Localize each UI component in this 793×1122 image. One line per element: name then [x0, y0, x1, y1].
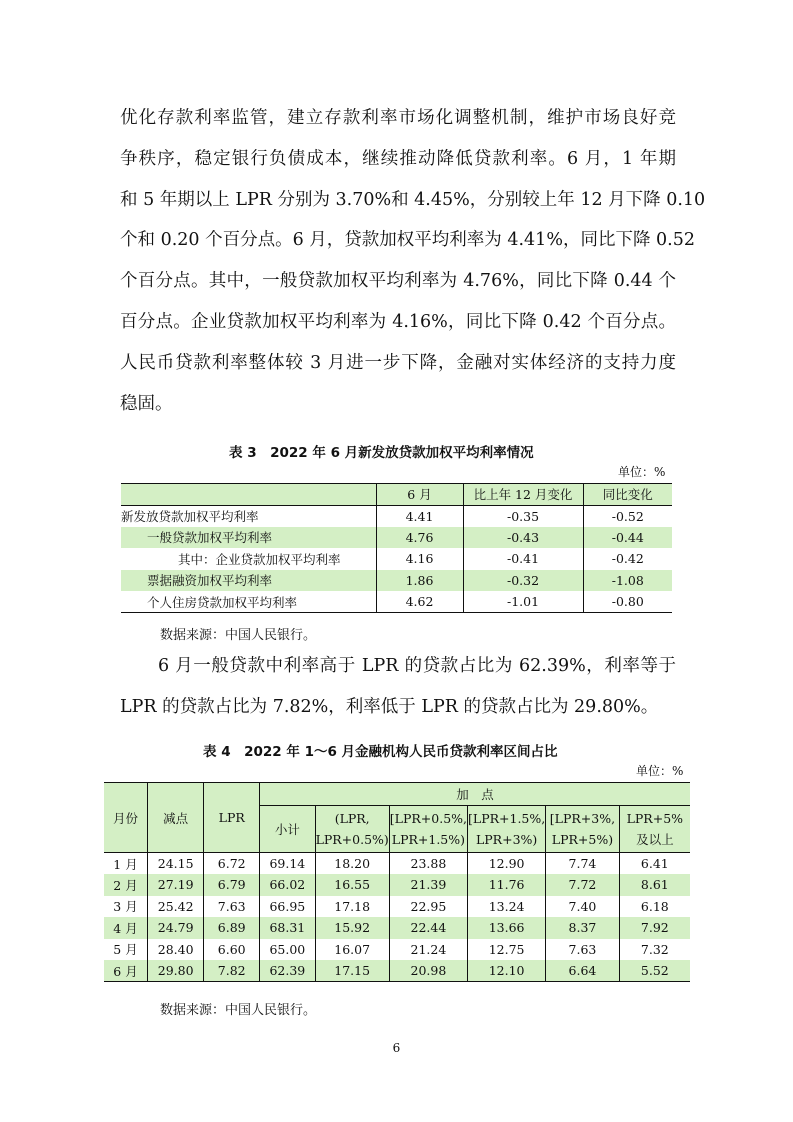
text-line: 个百分点。其中，一般贷款加权平均利率为 4.76%，同比下降 0.44 个: [120, 271, 676, 292]
cell: -0.80: [583, 591, 672, 613]
table-row: [104, 917, 690, 939]
cell: 8.61: [619, 874, 690, 896]
cell: 66.02: [260, 874, 315, 896]
month-cell: 2 月: [104, 874, 147, 896]
cell: 65.00: [260, 939, 315, 961]
cell: 6.64: [546, 960, 619, 982]
table4-header-range-5: LPR+5% 及以上: [619, 806, 690, 853]
text-line: 和 5 年期以上 LPR 分别为 3.70%和 4.45%，分别较上年 12 月下降 0.10: [120, 189, 706, 210]
row-label: 一般贷款加权平均利率: [147, 530, 273, 546]
cell: 4.16: [376, 548, 463, 570]
month-cell: 3 月: [113, 899, 138, 915]
cell: 6.41: [619, 853, 690, 875]
table3-source: 数据来源：中国人民银行。: [160, 628, 317, 643]
cell: 6.18: [619, 896, 690, 918]
text-line: 争秩序，稳定银行负债成本，继续推动降低贷款利率。6 月，1 年期: [120, 148, 676, 169]
table4-header-row-1: [104, 783, 690, 806]
body-paragraph-1: [120, 98, 706, 424]
cell: 7.82: [204, 960, 260, 982]
cell: 4.76: [376, 527, 463, 549]
table3-header-yoy: 同比变化: [583, 484, 672, 506]
cell: 11.76: [468, 874, 546, 896]
cell: 6.72: [204, 853, 260, 875]
table-row: [121, 505, 672, 527]
cell: 7.63: [204, 896, 260, 918]
cell: 15.92: [315, 917, 389, 939]
cell: 25.42: [147, 896, 203, 918]
cell: 17.18: [315, 896, 389, 918]
cell: 7.72: [546, 874, 619, 896]
cell: 66.95: [260, 896, 315, 918]
cell: 23.88: [389, 853, 467, 875]
row-label: 其中：企业贷款加权平均利率: [178, 551, 341, 567]
cell: 13.24: [468, 896, 546, 918]
table-row: [104, 960, 690, 982]
table4-header-range-1: (LPR, LPR+0.5%): [315, 806, 389, 853]
table-row: [104, 939, 690, 961]
table3: [121, 483, 672, 613]
cell: 24.79: [147, 917, 203, 939]
month-cell: 6 月: [104, 960, 147, 982]
text-line: 优化存款利率监管，建立存款利率市场化调整机制，维护市场良好竞: [120, 108, 676, 128]
month-cell: 5 月: [113, 942, 138, 958]
text-line: 个和 0.20 个百分点。6 月，贷款加权平均利率为 4.41%，同比下降 0.52: [120, 230, 695, 251]
cell: 7.74: [546, 853, 619, 875]
cell: 69.14: [260, 853, 315, 875]
cell: 21.39: [389, 874, 467, 896]
cell: 7.63: [546, 939, 619, 961]
cell: 28.40: [147, 939, 203, 961]
cell: 68.31: [260, 917, 315, 939]
cell: -1.01: [463, 591, 583, 613]
table-row: [121, 591, 672, 613]
table4-header-lpr: LPR: [204, 783, 260, 853]
table4-source: 数据来源：中国人民银行。: [160, 1003, 317, 1018]
table-row: [104, 853, 690, 875]
text-line: LPR 的贷款占比为 7.82%，利率低于 LPR 的贷款占比为 29.80%。: [120, 696, 659, 717]
cell: 4.62: [376, 591, 463, 613]
cell: 22.95: [389, 896, 467, 918]
cell: 20.98: [389, 960, 467, 982]
cell: 29.80: [147, 960, 203, 982]
cell: 18.20: [315, 853, 389, 875]
table4-unit: 单位：%: [636, 764, 684, 778]
cell: 6.60: [204, 939, 260, 961]
row-label: 新发放贷款加权平均利率: [121, 509, 259, 524]
table4-header-subtotal: 小计: [260, 806, 315, 853]
cell: 16.07: [315, 939, 389, 961]
cell: 21.24: [389, 939, 467, 961]
table4: [104, 782, 690, 982]
cell: -1.08: [583, 570, 672, 592]
cell: -0.32: [463, 570, 583, 592]
cell: 12.10: [468, 960, 546, 982]
cell: -0.35: [463, 505, 583, 527]
text-line: 人民币贷款利率整体较 3 月进一步下降，金融对实体经济的支持力度: [120, 352, 676, 373]
month-cell: 4 月: [104, 917, 147, 939]
cell: 16.55: [315, 874, 389, 896]
table4-header-month: 月份: [104, 783, 147, 853]
text-line: 稳固。: [120, 393, 173, 414]
cell: 62.39: [260, 960, 315, 982]
cell: 4.41: [376, 505, 463, 527]
table-row: [121, 548, 672, 570]
cell: 24.15: [147, 853, 203, 875]
table4-header-range-4: [LPR+3%, LPR+5%): [546, 806, 619, 853]
row-label: 票据融资加权平均利率: [147, 573, 273, 589]
month-cell: 1 月: [113, 856, 138, 872]
table-row: [121, 570, 672, 592]
cell: 8.37: [546, 917, 619, 939]
table4-header-plus-group: 加 点: [260, 783, 690, 806]
text-line: 6 月一般贷款中利率高于 LPR 的贷款占比为 62.39%，利率等于: [158, 656, 676, 676]
cell: 6.89: [204, 917, 260, 939]
table3-header-vs-dec: 比上年 12 月变化: [463, 484, 583, 506]
row-label: 个人住房贷款加权平均利率: [147, 594, 298, 610]
table4-body: [104, 853, 690, 982]
text-line: 百分点。企业贷款加权平均利率为 4.16%，同比下降 0.42 个百分点。: [120, 311, 676, 332]
table3-caption: 表 3 2022 年 6 月新发放贷款加权平均利率情况: [229, 445, 534, 461]
body-paragraph-2: [120, 646, 676, 728]
cell: 7.32: [619, 939, 690, 961]
cell: 27.19: [147, 874, 203, 896]
table4-header-range-3: [LPR+1.5%, LPR+3%): [468, 806, 546, 853]
cell: 7.92: [619, 917, 690, 939]
cell: 6.79: [204, 874, 260, 896]
table3-header-row: [121, 484, 672, 506]
table-row: [121, 527, 672, 549]
cell: -0.43: [463, 527, 583, 549]
cell: -0.52: [583, 505, 672, 527]
table4-header-range-2: [LPR+0.5%, LPR+1.5%): [389, 806, 467, 853]
table4-caption: 表 4 2022 年 1～6 月金融机构人民币贷款利率区间占比: [203, 744, 558, 760]
cell: 12.90: [468, 853, 546, 875]
table3-unit: 单位：%: [618, 465, 666, 479]
table-row: [104, 874, 690, 896]
table4-header-minus: 减点: [147, 783, 203, 853]
cell: 5.52: [619, 960, 690, 982]
cell: 12.75: [468, 939, 546, 961]
cell: 13.66: [468, 917, 546, 939]
cell: 7.40: [546, 896, 619, 918]
cell: -0.42: [583, 548, 672, 570]
table3-header-label: [121, 484, 376, 506]
cell: -0.41: [463, 548, 583, 570]
cell: -0.44: [583, 527, 672, 549]
cell: 22.44: [389, 917, 467, 939]
table3-header-june: 6 月: [376, 484, 463, 506]
cell: 17.15: [315, 960, 389, 982]
page-number: 6: [392, 1041, 401, 1055]
cell: 1.86: [376, 570, 463, 592]
table-row: [104, 896, 690, 918]
